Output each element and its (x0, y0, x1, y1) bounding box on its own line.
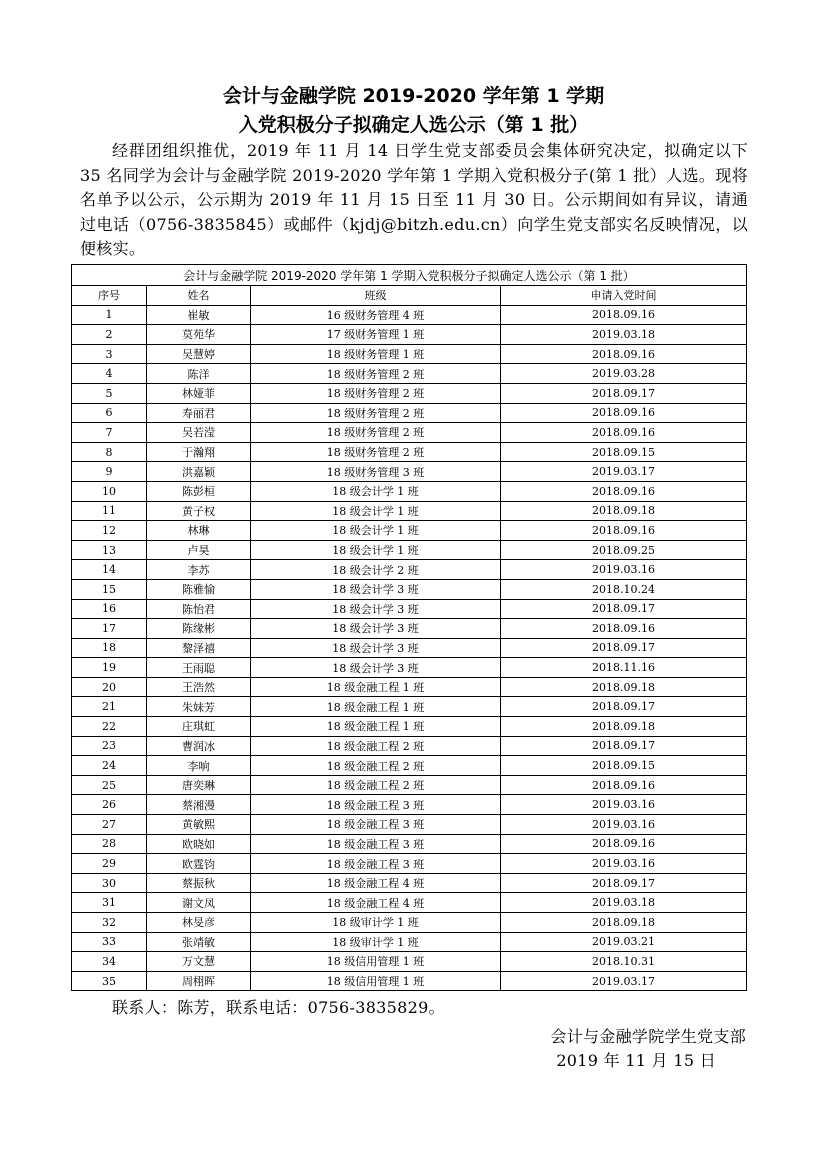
table-row (72, 952, 747, 972)
cell-class: 18 级金融工程 1 班 (251, 717, 501, 737)
cell-index: 4 (72, 364, 147, 384)
table-row (72, 873, 747, 893)
cell-apply-date: 2018.09.16 (501, 423, 747, 443)
cell-apply-date: 2018.09.16 (501, 775, 747, 795)
cell-index: 19 (72, 658, 147, 678)
cell-class: 18 级金融工程 4 班 (251, 893, 501, 913)
cell-index: 32 (72, 913, 147, 933)
table-row (72, 932, 747, 952)
cell-index: 14 (72, 560, 147, 580)
table-row (72, 501, 747, 521)
cell-apply-date: 2018.09.16 (501, 481, 747, 501)
cell-index: 27 (72, 815, 147, 835)
cell-apply-date: 2018.09.18 (501, 501, 747, 521)
cell-name: 林旻彦 (147, 913, 251, 933)
cell-class: 18 级会计学 3 班 (251, 638, 501, 658)
cell-name: 欧晓如 (147, 834, 251, 854)
cell-index: 29 (72, 854, 147, 874)
cell-class: 18 级会计学 3 班 (251, 658, 501, 678)
table-row (72, 344, 747, 364)
cell-class: 17 级财务管理 1 班 (251, 325, 501, 345)
table-row (72, 481, 747, 501)
cell-name: 洪嘉颖 (147, 462, 251, 482)
cell-index: 30 (72, 873, 147, 893)
table-row (72, 893, 747, 913)
cell-name: 黎泽禧 (147, 638, 251, 658)
cell-index: 9 (72, 462, 147, 482)
cell-name: 李响 (147, 756, 251, 776)
signature-date: 2019 年 11 月 15 日 (556, 1051, 716, 1070)
intro-paragraph: 经群团组织推优，2019 年 11 月 14 日学生党支部委员会集体研究决定，拟确定以下 35 名同学为会计与金融学院 2019-2020 学年第 1 学期入党积极分子(第 1 批）人选。现将名单予以公示，公示期为 2019 年 11 月 15 日至 11 月 30 日。公示期间如有异议，请通过电话（0756-3835845）或邮件（kjdj@bitzh.edu.cn）向学生党支部实名反映情况，以便核实。 (80, 141, 748, 258)
table-row (72, 540, 747, 560)
cell-index: 15 (72, 579, 147, 599)
cell-apply-date: 2018.09.16 (501, 344, 747, 364)
cell-apply-date: 2019.03.16 (501, 854, 747, 874)
cell-index: 10 (72, 481, 147, 501)
cell-name: 陈洋 (147, 364, 251, 384)
cell-name: 唐奕琳 (147, 775, 251, 795)
cell-class: 16 级财务管理 4 班 (251, 305, 501, 325)
cell-name: 寿丽君 (147, 403, 251, 423)
cell-name: 谢文凤 (147, 893, 251, 913)
cell-index: 5 (72, 383, 147, 403)
cell-apply-date: 2019.03.16 (501, 795, 747, 815)
header-index: 序号 (72, 286, 147, 306)
cell-class: 18 级会计学 1 班 (251, 521, 501, 541)
cell-class: 18 级金融工程 3 班 (251, 854, 501, 874)
cell-class: 18 级信用管理 1 班 (251, 971, 501, 991)
cell-class: 18 级财务管理 2 班 (251, 403, 501, 423)
cell-apply-date: 2018.09.16 (501, 305, 747, 325)
table-row (72, 619, 747, 639)
table-row (72, 462, 747, 482)
table-row (72, 325, 747, 345)
cell-index: 1 (72, 305, 147, 325)
cell-name: 吴慧婷 (147, 344, 251, 364)
cell-index: 17 (72, 619, 147, 639)
cell-apply-date: 2018.09.16 (501, 834, 747, 854)
cell-index: 18 (72, 638, 147, 658)
cell-apply-date: 2018.09.15 (501, 756, 747, 776)
cell-apply-date: 2018.09.18 (501, 677, 747, 697)
cell-apply-date: 2018.11.16 (501, 658, 747, 678)
cell-class: 18 级会计学 1 班 (251, 501, 501, 521)
cell-index: 24 (72, 756, 147, 776)
cell-apply-date: 2019.03.17 (501, 971, 747, 991)
table-row (72, 383, 747, 403)
cell-name: 吴若滢 (147, 423, 251, 443)
cell-class: 18 级财务管理 2 班 (251, 383, 501, 403)
cell-apply-date: 2018.09.16 (501, 403, 747, 423)
cell-class: 18 级金融工程 2 班 (251, 775, 501, 795)
cell-name: 蔡湘漫 (147, 795, 251, 815)
cell-name: 陈彭桓 (147, 481, 251, 501)
cell-apply-date: 2018.09.16 (501, 521, 747, 541)
document-title-line1: 会计与金融学院 2019-2020 学年第 1 学期 (222, 85, 605, 107)
cell-name: 万文慧 (147, 952, 251, 972)
table-row (72, 579, 747, 599)
signature-organization: 会计与金融学院学生党支部 (550, 1027, 746, 1046)
table-row (72, 521, 747, 541)
cell-apply-date: 2018.09.16 (501, 619, 747, 639)
cell-index: 20 (72, 677, 147, 697)
cell-name: 周栩晖 (147, 971, 251, 991)
cell-apply-date: 2019.03.18 (501, 893, 747, 913)
cell-index: 26 (72, 795, 147, 815)
cell-class: 18 级会计学 1 班 (251, 540, 501, 560)
header-name: 姓名 (147, 286, 251, 306)
table-row (72, 403, 747, 423)
cell-name: 林琳 (147, 521, 251, 541)
cell-name: 陈怡君 (147, 599, 251, 619)
cell-index: 21 (72, 697, 147, 717)
cell-apply-date: 2018.09.17 (501, 873, 747, 893)
cell-index: 7 (72, 423, 147, 443)
table-row (72, 795, 747, 815)
table-row (72, 658, 747, 678)
cell-name: 张靖敏 (147, 932, 251, 952)
table-row (72, 423, 747, 443)
cell-index: 25 (72, 775, 147, 795)
cell-index: 31 (72, 893, 147, 913)
cell-index: 3 (72, 344, 147, 364)
cell-apply-date: 2018.10.31 (501, 952, 747, 972)
cell-index: 8 (72, 442, 147, 462)
cell-name: 莫苑华 (147, 325, 251, 345)
cell-apply-date: 2018.09.17 (501, 599, 747, 619)
cell-apply-date: 2018.09.17 (501, 638, 747, 658)
cell-class: 18 级财务管理 3 班 (251, 462, 501, 482)
cell-index: 16 (72, 599, 147, 619)
table-row (72, 442, 747, 462)
cell-name: 黄敏熙 (147, 815, 251, 835)
table-row (72, 971, 747, 991)
table-row (72, 599, 747, 619)
cell-name: 王雨聪 (147, 658, 251, 678)
document-title-line2: 入党积极分子拟确定人选公示（第 1 批） (238, 114, 589, 136)
cell-class: 18 级审计学 1 班 (251, 913, 501, 933)
cell-name: 蔡振秋 (147, 873, 251, 893)
cell-name: 黄子权 (147, 501, 251, 521)
table-title: 会计与金融学院 2019-2020 学年第 1 学期入党积极分子拟确定人选公示（第 1 批） (72, 265, 747, 286)
cell-index: 12 (72, 521, 147, 541)
cell-class: 18 级财务管理 2 班 (251, 442, 501, 462)
header-class: 班级 (251, 286, 501, 306)
cell-class: 18 级金融工程 1 班 (251, 677, 501, 697)
cell-apply-date: 2018.09.15 (501, 442, 747, 462)
cell-class: 18 级金融工程 3 班 (251, 815, 501, 835)
cell-name: 于瀚翔 (147, 442, 251, 462)
cell-class: 18 级财务管理 2 班 (251, 423, 501, 443)
candidate-table (71, 264, 747, 991)
cell-apply-date: 2018.09.17 (501, 736, 747, 756)
table-row (72, 834, 747, 854)
cell-name: 卢昊 (147, 540, 251, 560)
cell-class: 18 级会计学 3 班 (251, 579, 501, 599)
table-row (72, 815, 747, 835)
cell-name: 崔敏 (147, 305, 251, 325)
cell-class: 18 级财务管理 1 班 (251, 344, 501, 364)
cell-class: 18 级金融工程 3 班 (251, 834, 501, 854)
cell-class: 18 级审计学 1 班 (251, 932, 501, 952)
cell-name: 王浩然 (147, 677, 251, 697)
cell-apply-date: 2018.09.25 (501, 540, 747, 560)
cell-class: 18 级金融工程 2 班 (251, 736, 501, 756)
cell-apply-date: 2018.09.18 (501, 717, 747, 737)
cell-name: 庄琪虹 (147, 717, 251, 737)
cell-index: 6 (72, 403, 147, 423)
contact-line: 联系人：陈芳，联系电话：0756-3835829。 (112, 998, 445, 1017)
cell-name: 朱妹芳 (147, 697, 251, 717)
cell-name: 曹润冰 (147, 736, 251, 756)
header-apply-date: 申请入党时间 (501, 286, 747, 306)
cell-apply-date: 2018.10.24 (501, 579, 747, 599)
cell-index: 22 (72, 717, 147, 737)
cell-index: 33 (72, 932, 147, 952)
cell-index: 34 (72, 952, 147, 972)
cell-index: 2 (72, 325, 147, 345)
table-row (72, 717, 747, 737)
cell-name: 欧霆钧 (147, 854, 251, 874)
table-row (72, 775, 747, 795)
cell-apply-date: 2019.03.17 (501, 462, 747, 482)
table-row (72, 677, 747, 697)
cell-apply-date: 2019.03.18 (501, 325, 747, 345)
cell-class: 18 级会计学 2 班 (251, 560, 501, 580)
cell-index: 11 (72, 501, 147, 521)
cell-index: 23 (72, 736, 147, 756)
cell-class: 18 级会计学 1 班 (251, 481, 501, 501)
table-row (72, 736, 747, 756)
cell-class: 18 级信用管理 1 班 (251, 952, 501, 972)
cell-apply-date: 2019.03.28 (501, 364, 747, 384)
cell-apply-date: 2019.03.21 (501, 932, 747, 952)
cell-name: 陈雅愉 (147, 579, 251, 599)
table-row (72, 560, 747, 580)
cell-class: 18 级会计学 3 班 (251, 599, 501, 619)
cell-apply-date: 2018.09.17 (501, 697, 747, 717)
cell-name: 陈缘彬 (147, 619, 251, 639)
cell-name: 林娅菲 (147, 383, 251, 403)
table-row (72, 638, 747, 658)
cell-index: 28 (72, 834, 147, 854)
table-row (72, 305, 747, 325)
cell-name: 李苏 (147, 560, 251, 580)
cell-index: 13 (72, 540, 147, 560)
cell-class: 18 级金融工程 4 班 (251, 873, 501, 893)
cell-apply-date: 2019.03.16 (501, 815, 747, 835)
cell-apply-date: 2018.09.18 (501, 913, 747, 933)
table-row (72, 756, 747, 776)
cell-class: 18 级会计学 3 班 (251, 619, 501, 639)
cell-apply-date: 2019.03.16 (501, 560, 747, 580)
table-row (72, 364, 747, 384)
cell-class: 18 级财务管理 2 班 (251, 364, 501, 384)
table-body (72, 305, 747, 991)
table-row (72, 697, 747, 717)
cell-class: 18 级金融工程 3 班 (251, 795, 501, 815)
cell-class: 18 级金融工程 1 班 (251, 697, 501, 717)
cell-class: 18 级金融工程 2 班 (251, 756, 501, 776)
cell-apply-date: 2018.09.17 (501, 383, 747, 403)
table-header-row (72, 286, 747, 306)
cell-index: 35 (72, 971, 147, 991)
table-row (72, 913, 747, 933)
table-row (72, 854, 747, 874)
